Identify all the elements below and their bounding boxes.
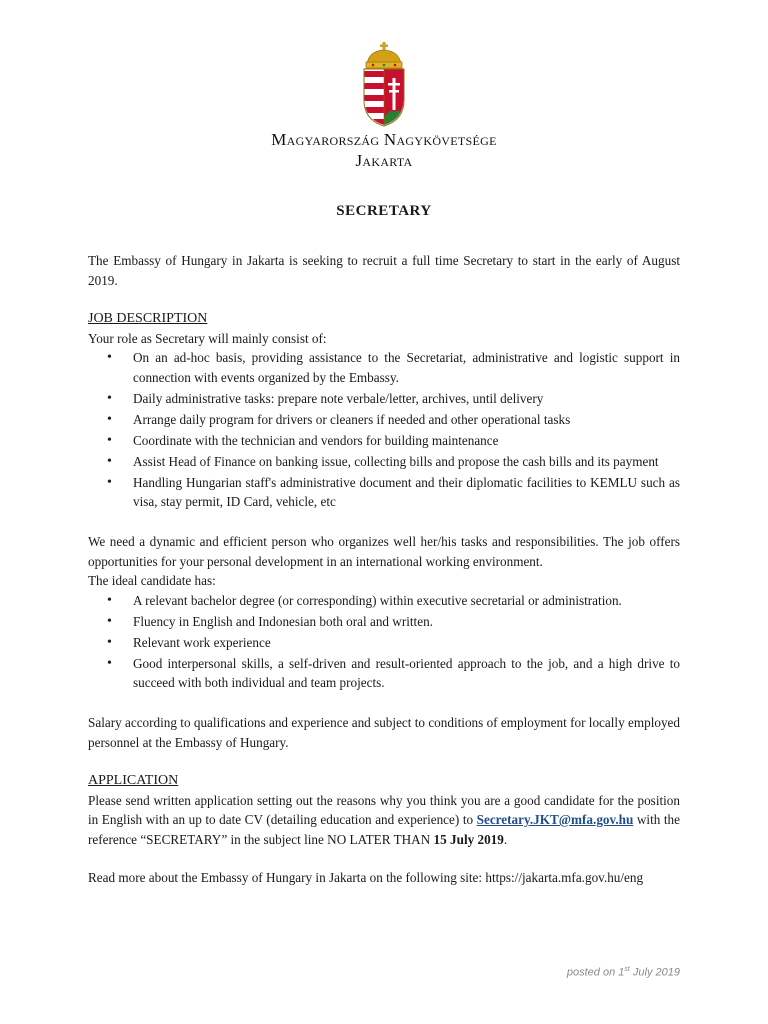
candidate-paragraph: We need a dynamic and efficient person who organizes well her/his tasks and responsibilities. The job offers opportunities for your personal development in an international working environment. <box>88 534 680 569</box>
list-item: • Good interpersonal skills, a self-driven and result-oriented approach to the job, and a high drive to succeed with both individual and team projects. <box>133 654 680 693</box>
list-item: • Handling Hungarian staff's administrative document and their diplomatic facilities to KEMLU such as visa, stay permit, ID Card, vehicle, etc <box>133 473 680 512</box>
list-item: • On an ad-hoc basis, providing assistance to the Secretariat, administrative and logistic support in connection with events organized by the Embassy. <box>133 348 680 387</box>
application-paragraph <box>88 791 680 850</box>
job-duties-list <box>88 348 680 512</box>
list-item: • Fluency in English and Indonesian both oral and written. <box>133 612 680 632</box>
posted-date-suffix: st <box>624 966 630 973</box>
deadline-date: 15 July 2019 <box>433 831 504 847</box>
candidate-lead: The ideal candidate has: <box>88 573 216 588</box>
application-heading: APPLICATION <box>88 773 179 788</box>
list-item: • Arrange daily program for drivers or cleaners if needed and other operational tasks <box>133 410 680 430</box>
application-text-end: . <box>503 831 508 847</box>
embassy-name: Magyarország Nagykövetsége <box>271 130 497 149</box>
salary-paragraph: Salary according to qualifications and experience and subject to conditions of employment for locally employed personnel at the Embassy of Hungary. <box>88 715 680 750</box>
embassy-city: Jakarta <box>355 151 413 170</box>
posted-date <box>567 966 680 979</box>
job-description-heading: JOB DESCRIPTION <box>88 311 208 326</box>
intro-paragraph: The Embassy of Hungary in Jakarta is seeking to recruit a full time Secretary to start in the early of August 2019. <box>88 253 680 288</box>
list-item: • Relevant work experience <box>133 633 680 653</box>
posted-date-rest: July 2019 <box>629 966 680 979</box>
list-item: • Coordinate with the technician and vendors for building maintenance <box>133 431 680 451</box>
application-text: Please send written application setting out the reasons why you think you are a good candidate for the position in English with an up to date CV (detailing education and experience) to <box>88 792 680 827</box>
email-link[interactable]: Secretary.JKT@mfa.gov.hu <box>476 812 634 827</box>
read-more-paragraph: Read more about the Embassy of Hungary in Jakarta on the following site: https://jakarta.mfa.gov.hu/eng <box>88 870 644 885</box>
candidate-requirements-list <box>88 591 680 693</box>
application-text-middle: with the reference “SECRETARY” in the subject line NO LATER THAN <box>88 812 680 847</box>
job-description-lead: Your role as Secretary will mainly consist of: <box>88 330 327 346</box>
page-title: SECRETARY <box>336 203 432 219</box>
posted-date-prefix: posted on 1 <box>566 966 625 979</box>
list-item: • Assist Head of Finance on banking issue, collecting bills and propose the cash bills and its payment <box>133 452 680 472</box>
hungarian-coat-of-arms-icon <box>359 42 409 127</box>
document-body <box>88 251 680 888</box>
list-item: • A relevant bachelor degree (or corresponding) within executive secretarial or administration. <box>133 591 680 611</box>
list-item: • Daily administrative tasks: prepare note verbale/letter, archives, until delivery <box>133 389 680 409</box>
